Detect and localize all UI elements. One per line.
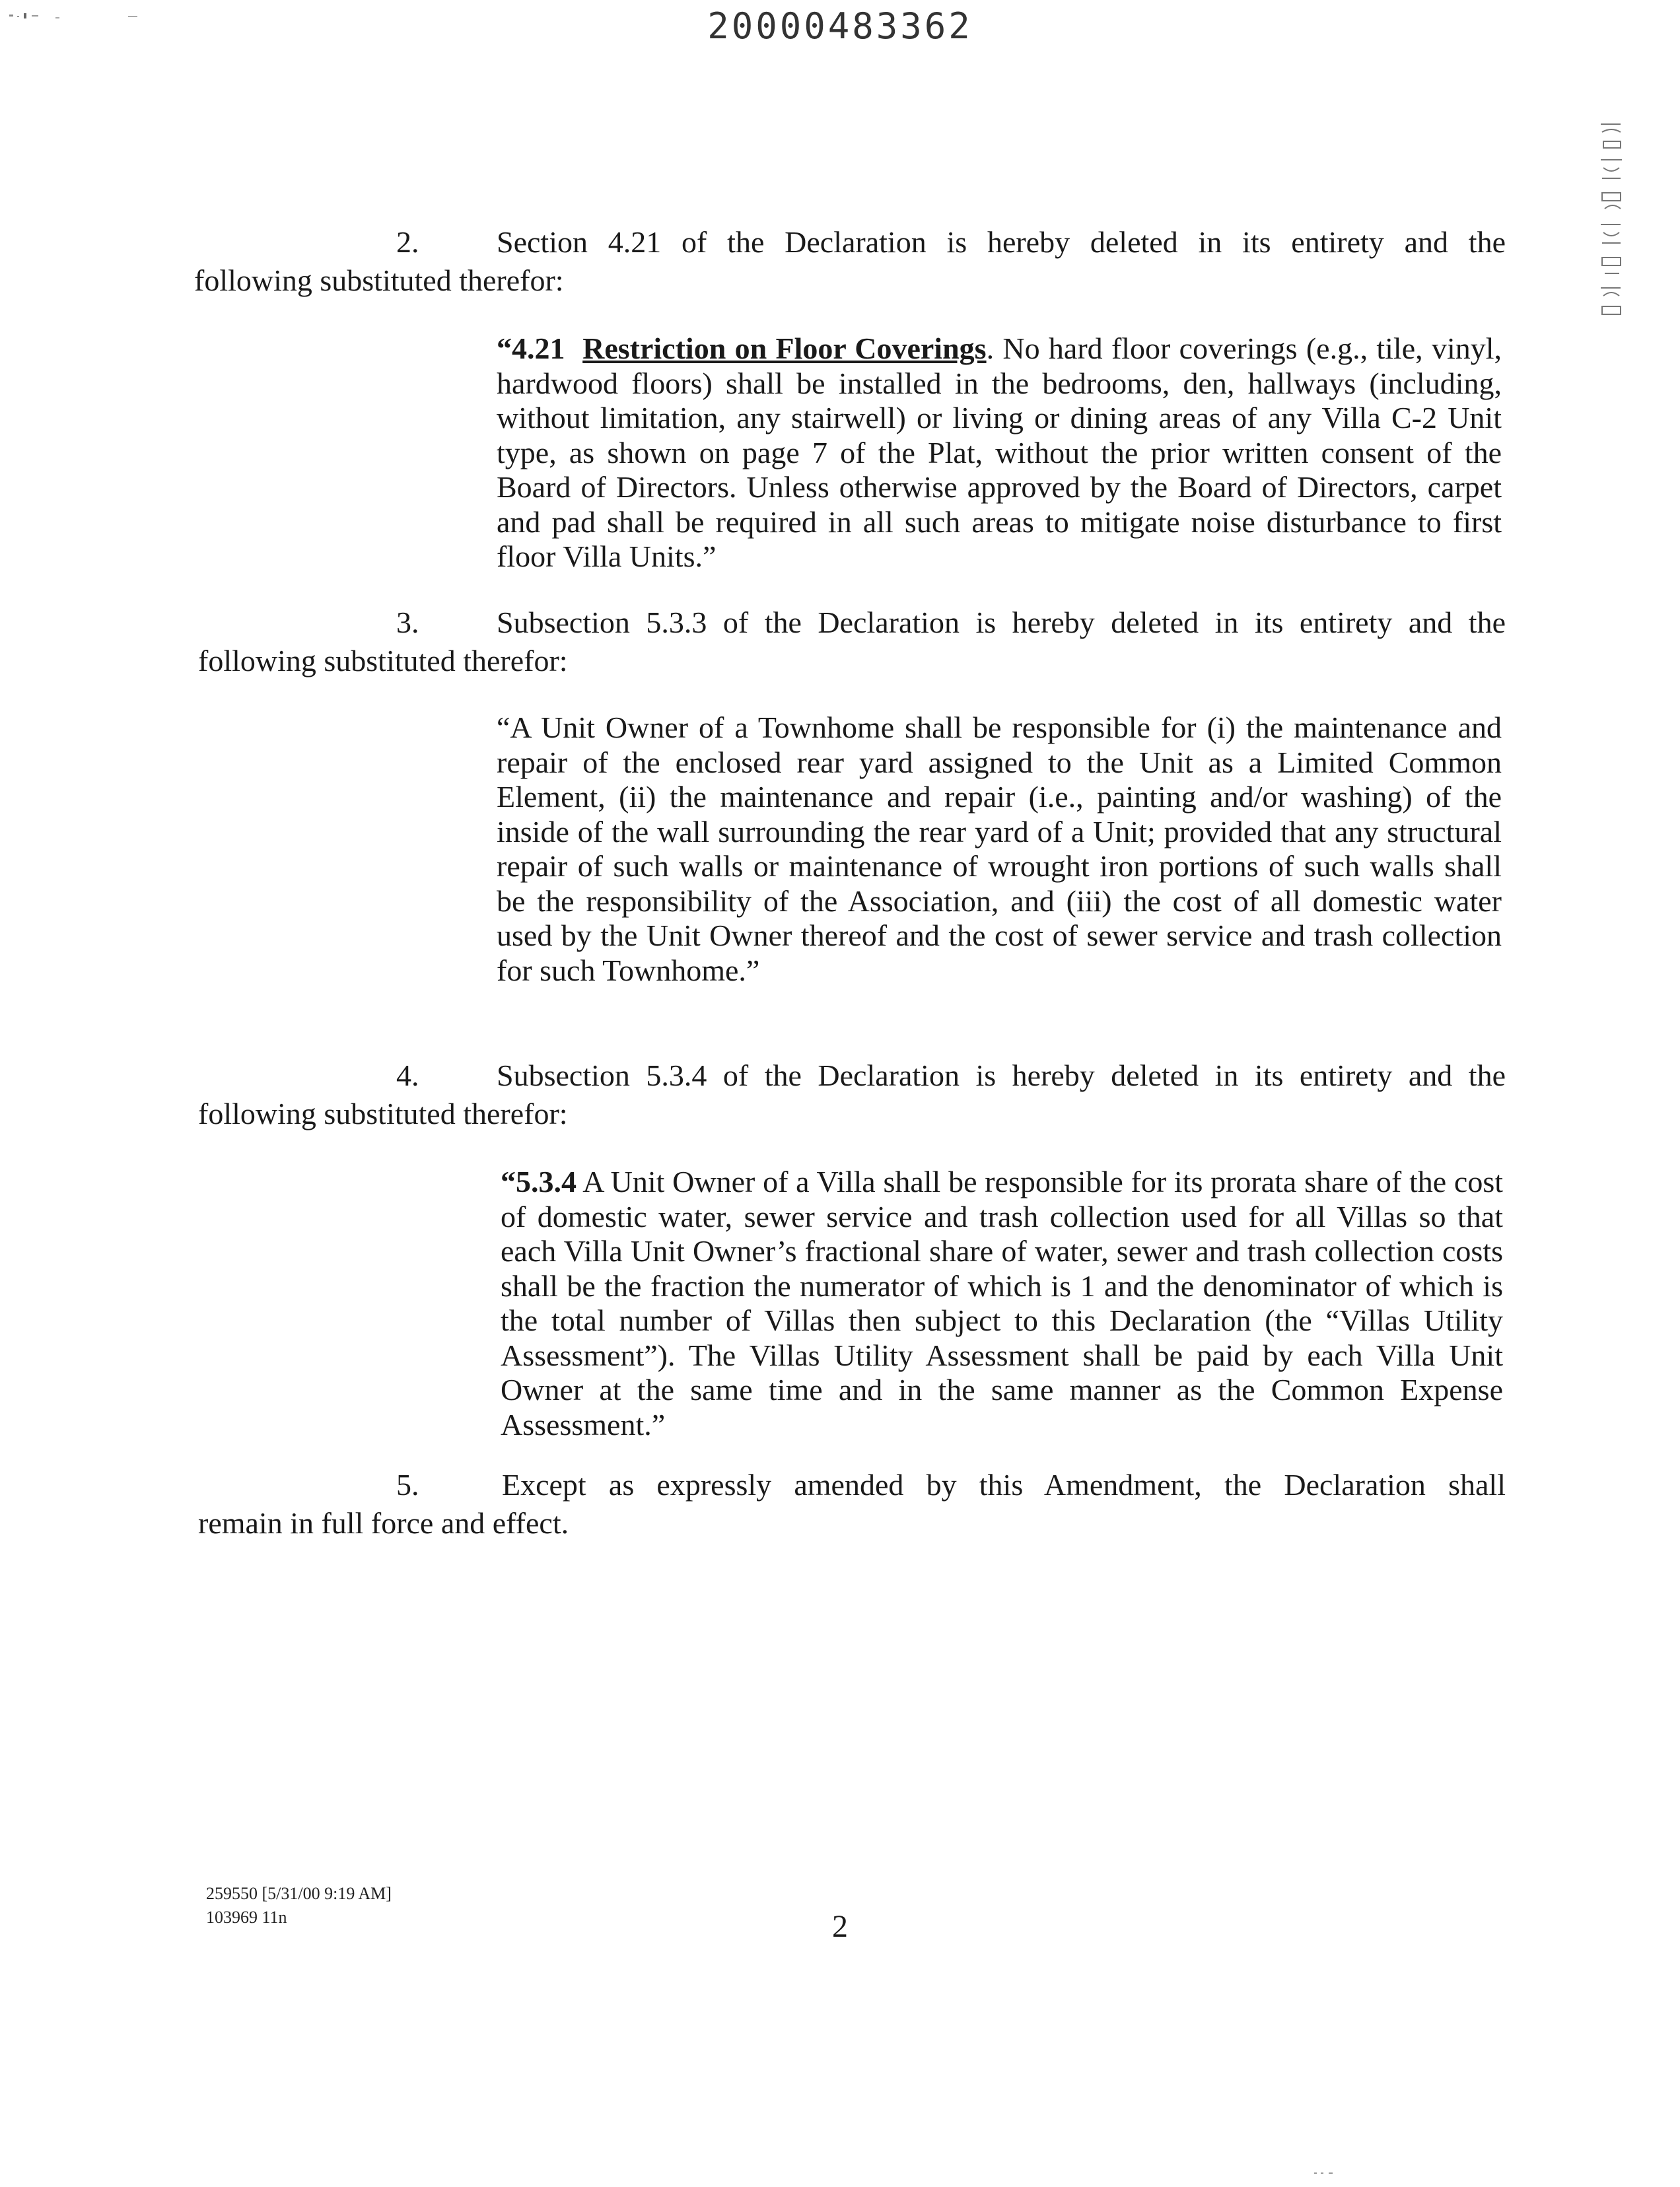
quote-4-21-number: “4.21 [497,331,565,365]
paragraph-5-line1: Except as expressly amended by this Amendment, the Declaration shall [502,1468,1506,1502]
paragraph-2-number: 2. [396,225,419,259]
document-reference-line1: 259550 [5/31/00 9:19 AM] [206,1884,392,1903]
paragraph-2-line1: Section 4.21 of the Declaration is hereby deleted in its entirety and the [497,225,1506,259]
paragraph-3-number: 3. [396,606,419,639]
side-stamp-mark [1597,119,1626,324]
quote-5-3-3 [497,711,1502,988]
document-number: 20000483362 [707,5,973,47]
paragraph-5-number: 5. [396,1468,419,1502]
paragraph-5-line2: remain in full force and effect. [198,1506,569,1540]
quote-5-3-4 [501,1165,1503,1442]
quote-4-21-title: Restriction on Floor Coverings [582,331,987,365]
paragraph-4-line1: Subsection 5.3.4 of the Declaration is hereby deleted in its entirety and the [497,1059,1506,1092]
paragraph-3-line1: Subsection 5.3.3 of the Declaration is hereby deleted in its entirety and the [497,606,1506,639]
quote-4-21 [497,331,1502,574]
scan-speck-bottom [1314,2171,1341,2175]
quote-5-3-4-number: “5.3.4 [501,1165,577,1198]
paragraph-2-line2: following substituted therefor: [194,263,564,297]
page-number: 2 [832,1909,848,1944]
paragraph-3-line2: following substituted therefor: [198,644,568,677]
paragraph-4-number: 4. [396,1059,419,1092]
paragraph-4-intro [198,1057,1506,1133]
paragraph-3-intro [198,604,1506,680]
paragraph-2-intro [194,223,1506,300]
paragraph-5 [198,1466,1506,1543]
scan-specks [9,9,155,22]
quote-4-21-body: . No hard floor coverings (e.g., tile, vinyl, hardwood floors) shall be installed in the bedrooms, den, hallways (including, without limitation, any stairwell) or living or dining areas of any Villa C-2 Unit type, as shown on page 7 of the Plat, without the prior written consent of the Board of Directors. Unless otherwise approved by the Board of Directors, carpet and pad shall be required in all such areas to mitigate noise disturbance to first floor Villa Units.” [497,331,1502,573]
quote-5-3-4-body: A Unit Owner of a Villa shall be responsible for its prorata share of the cost of domestic water, sewer service and trash collection used for all Villas so that each Villa Unit Owner’s fractional share of water, sewer and trash collection costs shall be the fraction the numerator of which is 1 and the denominator of which is the total number of Villas then subject to this Declaration (the “Villas Utility Assessment”). The Villas Utility Assessment shall be paid by each Villa Unit Owner at the same time and in the same manner as the Common Expense Assessment.” [501,1165,1503,1441]
quote-5-3-3-body: “A Unit Owner of a Townhome shall be responsible for (i) the maintenance and repair of the enclosed rear yard assigned to the Unit as a Limited Common Element, (ii) the maintenance and repair (i.e., painting and/or washing) of the inside of the wall surrounding the rear yard of a Unit; provided that any structural repair of such walls or maintenance of wrought iron portions of such walls shall be the responsibility of the Association, and (iii) the cost of all domestic water used by the Unit Owner thereof and the cost of sewer service and trash collection for such Townhome.” [497,711,1502,987]
paragraph-4-line2: following substituted therefor: [198,1097,568,1130]
document-reference-line2: 103969 11n [206,1908,287,1927]
